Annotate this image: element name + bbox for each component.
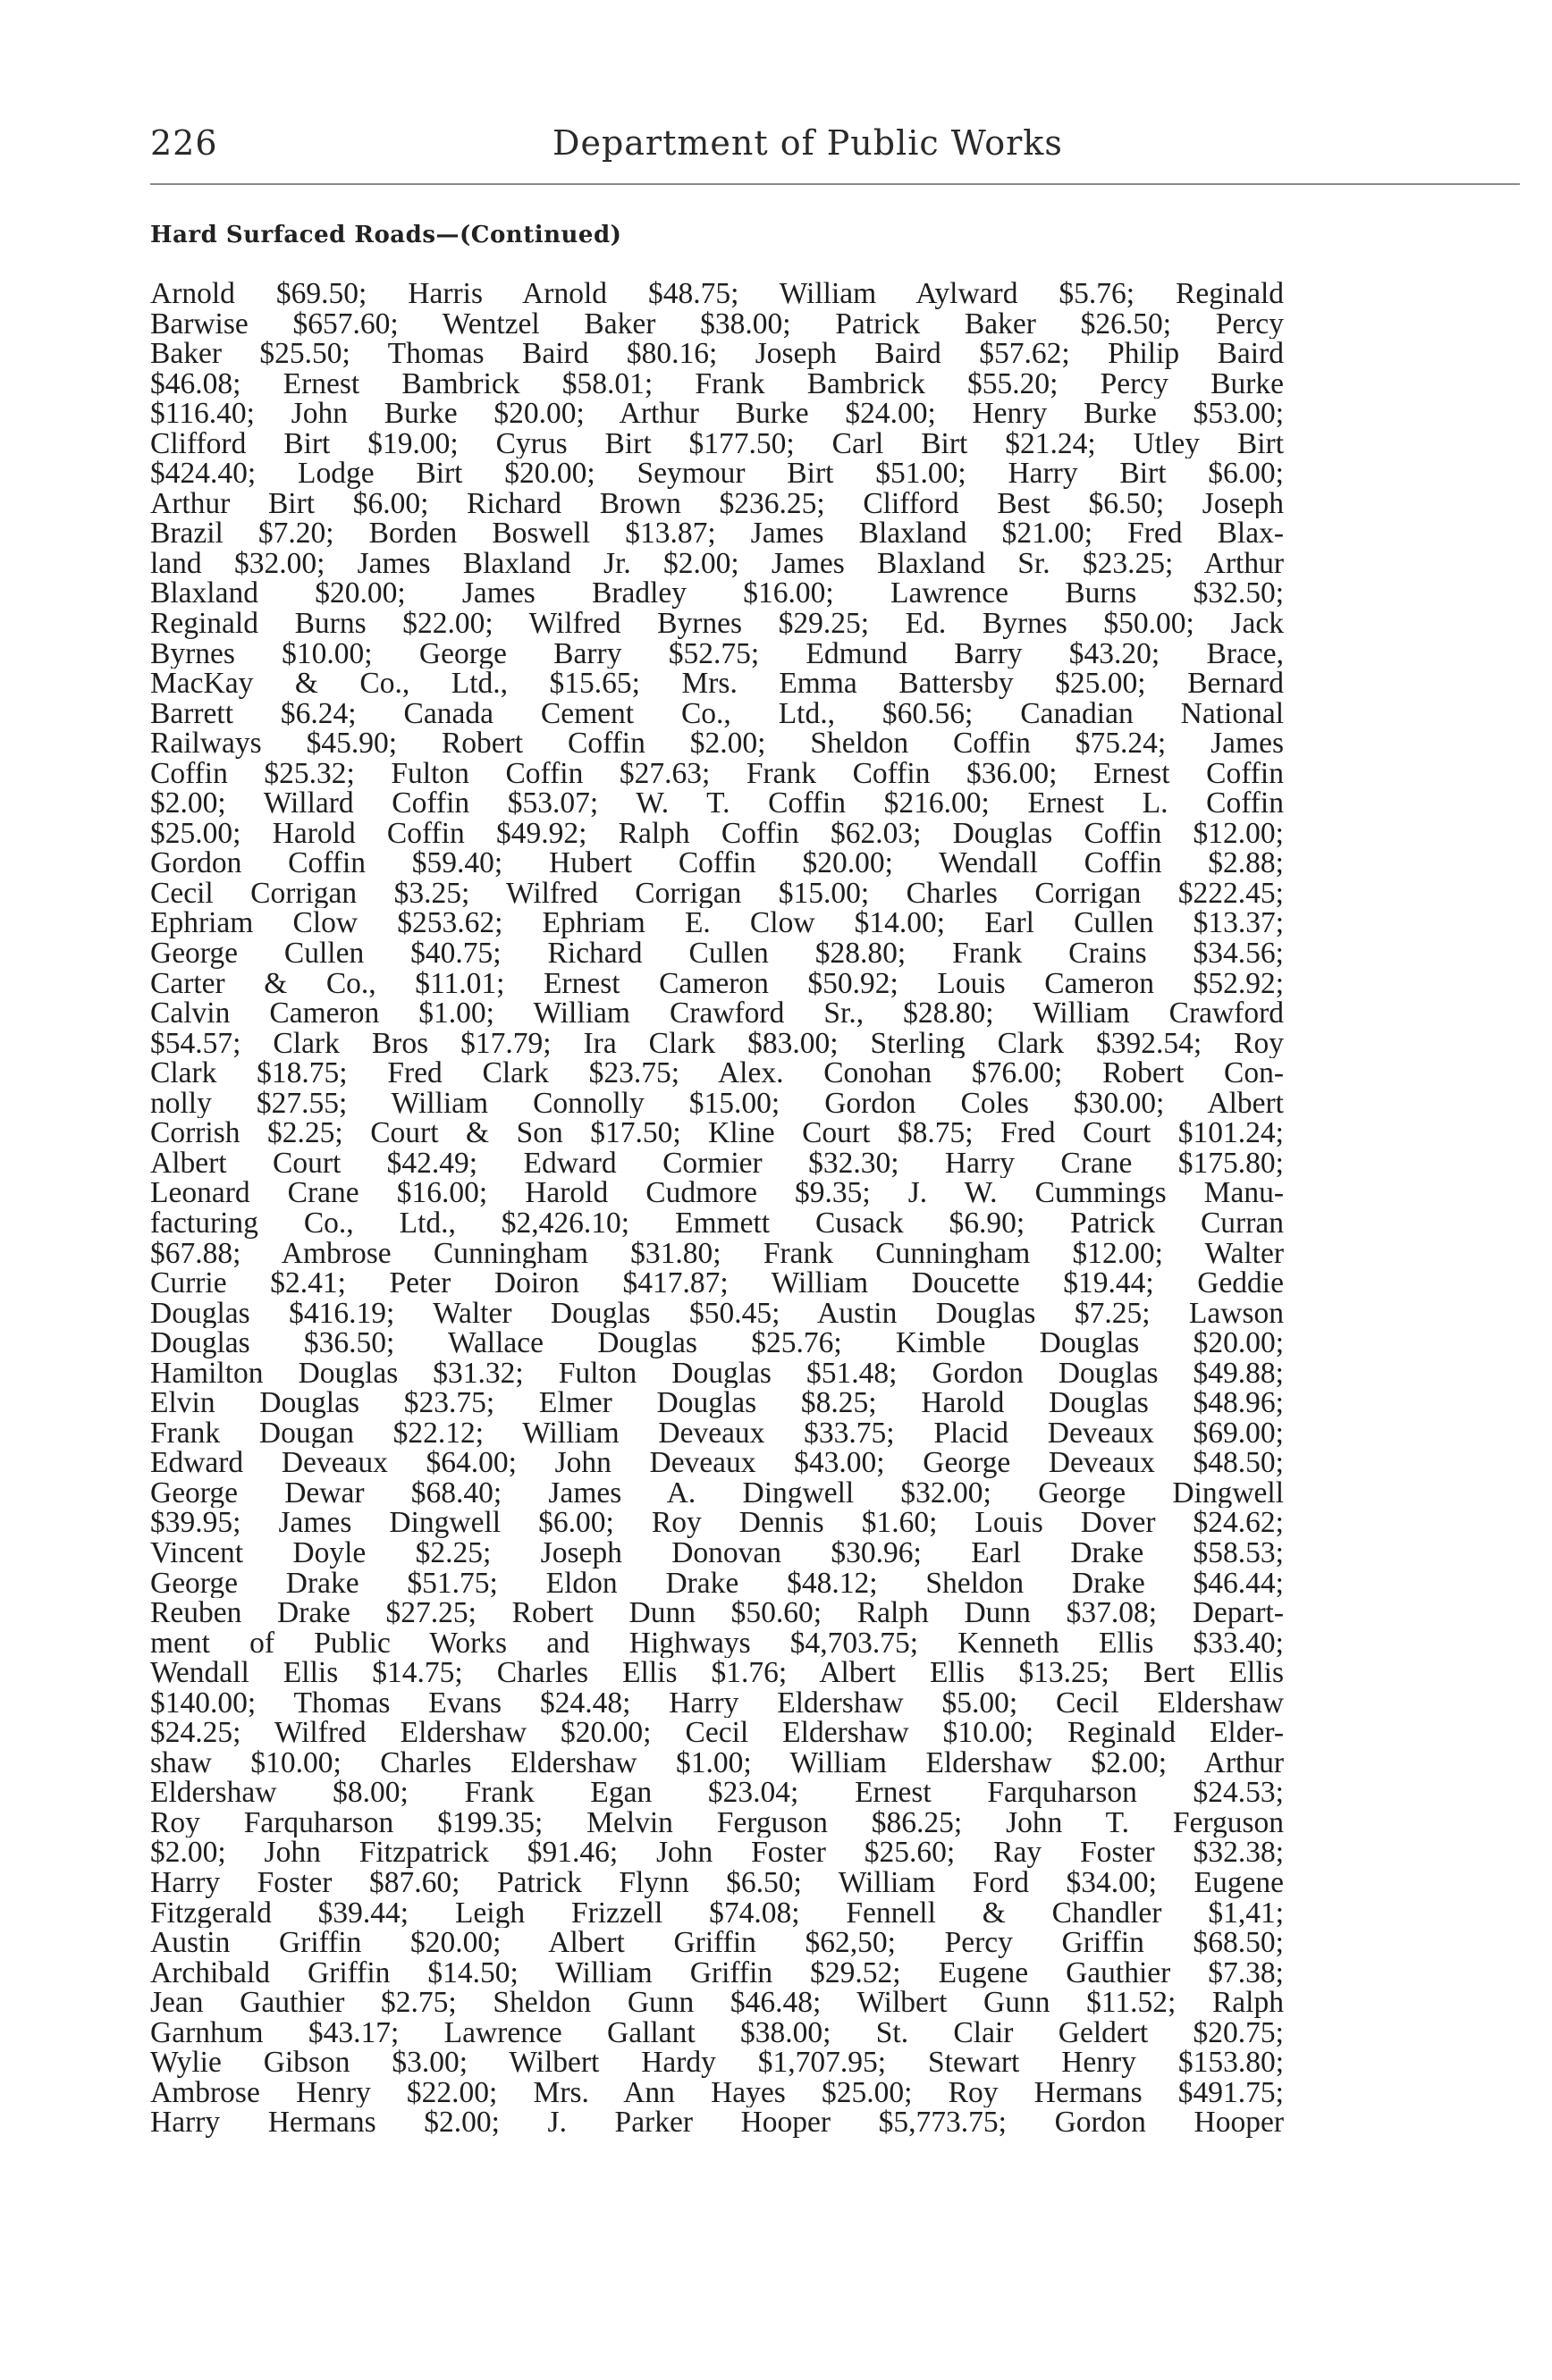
text-line: Douglas $36.50; Wallace Douglas $25.76; Kimble Douglas $20.00; bbox=[150, 1328, 1284, 1358]
text-line: Arthur Birt $6.00; Richard Brown $236.25; Clifford Best $6.50; Joseph bbox=[150, 488, 1284, 519]
text-line: $424.40; Lodge Birt $20.00; Seymour Birt $51.00; Harry Birt $6.00; bbox=[150, 458, 1284, 489]
section-heading: Hard Surfaced Roads—(Continued) bbox=[150, 222, 622, 248]
text-line: $2.00; John Fitzpatrick $91.46; John Foster $25.60; Ray Foster $32.38; bbox=[150, 1838, 1284, 1868]
header-rule bbox=[150, 183, 1520, 185]
text-line: Wylie Gibson $3.00; Wilbert Hardy $1,707.95; Stewart Henry $153.80; bbox=[150, 2048, 1284, 2078]
text-line: Frank Dougan $22.12; William Deveaux $33.75; Placid Deveaux $69.00; bbox=[150, 1417, 1284, 1449]
text-line: nolly $27.55; William Connolly $15.00; Gordon Coles $30.00; Albert bbox=[150, 1088, 1284, 1119]
text-line: Harry Foster $87.60; Patrick Flynn $6.50; William Ford $34.00; Eugene bbox=[150, 1867, 1284, 1898]
text-line: $67.88; Ambrose Cunningham $31.80; Frank Cunningham $12.00; Walter bbox=[150, 1238, 1284, 1269]
text-line: Carter & Co., $11.01; Ernest Cameron $50.92; Louis Cameron $52.92; bbox=[150, 968, 1284, 999]
text-line: $140.00; Thomas Evans $24.48; Harry Eldershaw $5.00; Cecil Eldershaw bbox=[150, 1687, 1284, 1719]
text-line: $25.00; Harold Coffin $49.92; Ralph Coffin $62.03; Douglas Coffin $12.00; bbox=[150, 818, 1284, 849]
text-line: Harry Hermans $2.00; J. Parker Hooper $5,773.75; Gordon Hooper bbox=[150, 2107, 1284, 2138]
body-text bbox=[150, 279, 1284, 2138]
text-line: shaw $10.00; Charles Eldershaw $1.00; William Eldershaw $2.00; Arthur bbox=[150, 1747, 1284, 1779]
text-line: land $32.00; James Blaxland Jr. $2.00; James Blaxland Sr. $23.25; Arthur bbox=[150, 548, 1284, 579]
page-number: 226 bbox=[150, 123, 218, 163]
text-line: Roy Farquharson $199.35; Melvin Ferguson $86.25; John T. Ferguson bbox=[150, 1807, 1284, 1838]
text-line: ment of Public Works and Highways $4,703.75; Kenneth Ellis $33.40; bbox=[150, 1627, 1284, 1659]
text-line: Austin Griffin $20.00; Albert Griffin $62,50; Percy Griffin $68.50; bbox=[150, 1928, 1284, 1958]
text-line: Calvin Cameron $1.00; William Crawford Sr., $28.80; William Crawford bbox=[150, 998, 1284, 1029]
text-line: Byrnes $10.00; George Barry $52.75; Edmund Barry $43.20; Brace, bbox=[150, 638, 1284, 669]
text-line: $54.57; Clark Bros $17.79; Ira Clark $83.00; Sterling Clark $392.54; Roy bbox=[150, 1028, 1284, 1059]
text-line: $46.08; Ernest Bambrick $58.01; Frank Bambrick $55.20; Percy Burke bbox=[150, 368, 1284, 399]
text-line: Blaxland $20.00; James Bradley $16.00; Lawrence Burns $32.50; bbox=[150, 578, 1284, 610]
text-line: Brazil $7.20; Borden Boswell $13.87; James Blaxland $21.00; Fred Blax- bbox=[150, 518, 1284, 549]
text-line: $39.95; James Dingwell $6.00; Roy Dennis $1.60; Louis Dover $24.62; bbox=[150, 1508, 1284, 1538]
text-line: Fitzgerald $39.44; Leigh Frizzell $74.08; Fennell & Chandler $1,41; bbox=[150, 1897, 1284, 1929]
text-line: Reuben Drake $27.25; Robert Dunn $50.60; Ralph Dunn $37.08; Depart- bbox=[150, 1598, 1284, 1628]
text-line: Reginald Burns $22.00; Wilfred Byrnes $29.25; Ed. Byrnes $50.00; Jack bbox=[150, 609, 1284, 639]
text-line: Albert Court $42.49; Edward Cormier $32.30; Harry Crane $175.80; bbox=[150, 1148, 1284, 1179]
text-line: Arnold $69.50; Harris Arnold $48.75; William Aylward $5.76; Reginald bbox=[150, 279, 1284, 309]
text-line: MacKay & Co., Ltd., $15.65; Mrs. Emma Battersby $25.00; Bernard bbox=[150, 669, 1284, 699]
text-line: Gordon Coffin $59.40; Hubert Coffin $20.00; Wendall Coffin $2.88; bbox=[150, 848, 1284, 879]
text-line: George Dewar $68.40; James A. Dingwell $32.00; George Dingwell bbox=[150, 1477, 1284, 1509]
text-line: Barrett $6.24; Canada Cement Co., Ltd., $60.56; Canadian National bbox=[150, 698, 1284, 729]
text-line: $24.25; Wilfred Eldershaw $20.00; Cecil Eldershaw $10.00; Reginald Elder- bbox=[150, 1718, 1284, 1748]
text-line: Railways $45.90; Robert Coffin $2.00; Sheldon Coffin $75.24; James bbox=[150, 728, 1284, 759]
text-line: Barwise $657.60; Wentzel Baker $38.00; Patrick Baker $26.50; Percy bbox=[150, 308, 1284, 340]
text-line: Currie $2.41; Peter Doiron $417.87; William Doucette $19.44; Geddie bbox=[150, 1268, 1284, 1299]
text-line: George Drake $51.75; Eldon Drake $48.12; Sheldon Drake $46.44; bbox=[150, 1568, 1284, 1599]
text-line: Eldershaw $8.00; Frank Egan $23.04; Ernest Farquharson $24.53; bbox=[150, 1778, 1284, 1808]
text-line: Elvin Douglas $23.75; Elmer Douglas $8.25; Harold Douglas $48.96; bbox=[150, 1388, 1284, 1418]
text-line: facturing Co., Ltd., $2,426.10; Emmett Cusack $6.90; Patrick Curran bbox=[150, 1207, 1284, 1239]
text-line: George Cullen $40.75; Richard Cullen $28.80; Frank Crains $34.56; bbox=[150, 938, 1284, 969]
text-line: Vincent Doyle $2.25; Joseph Donovan $30.96; Earl Drake $58.53; bbox=[150, 1537, 1284, 1568]
text-line: Coffin $25.32; Fulton Coffin $27.63; Frank Coffin $36.00; Ernest Coffin bbox=[150, 758, 1284, 789]
running-title: Department of Public Works bbox=[552, 123, 1063, 163]
text-line: Clifford Birt $19.00; Cyrus Birt $177.50; Carl Birt $21.24; Utley Birt bbox=[150, 428, 1284, 459]
text-line: Garnhum $43.17; Lawrence Gallant $38.00; St. Clair Geldert $20.75; bbox=[150, 2017, 1284, 2048]
text-line: Leonard Crane $16.00; Harold Cudmore $9.35; J. W. Cummings Manu- bbox=[150, 1178, 1284, 1208]
text-line: Jean Gauthier $2.75; Sheldon Gunn $46.48; Wilbert Gunn $11.52; Ralph bbox=[150, 1988, 1284, 2018]
text-line: $116.40; John Burke $20.00; Arthur Burke $24.00; Henry Burke $53.00; bbox=[150, 399, 1284, 429]
text-line: $2.00; Willard Coffin $53.07; W. T. Coffin $216.00; Ernest L. Coffin bbox=[150, 788, 1284, 819]
text-line: Wendall Ellis $14.75; Charles Ellis $1.76; Albert Ellis $13.25; Bert Ellis bbox=[150, 1658, 1284, 1688]
text-line: Edward Deveaux $64.00; John Deveaux $43.00; George Deveaux $48.50; bbox=[150, 1448, 1284, 1478]
page-header bbox=[150, 114, 1284, 168]
text-line: Douglas $416.19; Walter Douglas $50.45; Austin Douglas $7.25; Lawson bbox=[150, 1298, 1284, 1329]
text-line: Baker $25.50; Thomas Baird $80.16; Joseph Baird $57.62; Philip Baird bbox=[150, 339, 1284, 369]
text-line: Cecil Corrigan $3.25; Wilfred Corrigan $15.00; Charles Corrigan $222.45; bbox=[150, 878, 1284, 909]
text-line: Ambrose Henry $22.00; Mrs. Ann Hayes $25.00; Roy Hermans $491.75; bbox=[150, 2077, 1284, 2108]
text-line: Ephriam Clow $253.62; Ephriam E. Clow $14.00; Earl Cullen $13.37; bbox=[150, 908, 1284, 939]
text-line: Clark $18.75; Fred Clark $23.75; Alex. Conohan $76.00; Robert Con- bbox=[150, 1058, 1284, 1089]
text-line: Hamilton Douglas $31.32; Fulton Douglas $51.48; Gordon Douglas $49.88; bbox=[150, 1358, 1284, 1389]
text-line: Corrish $2.25; Court & Son $17.50; Kline Court $8.75; Fred Court $101.24; bbox=[150, 1118, 1284, 1148]
text-line: Archibald Griffin $14.50; William Griffin $29.52; Eugene Gauthier $7.38; bbox=[150, 1957, 1284, 1989]
